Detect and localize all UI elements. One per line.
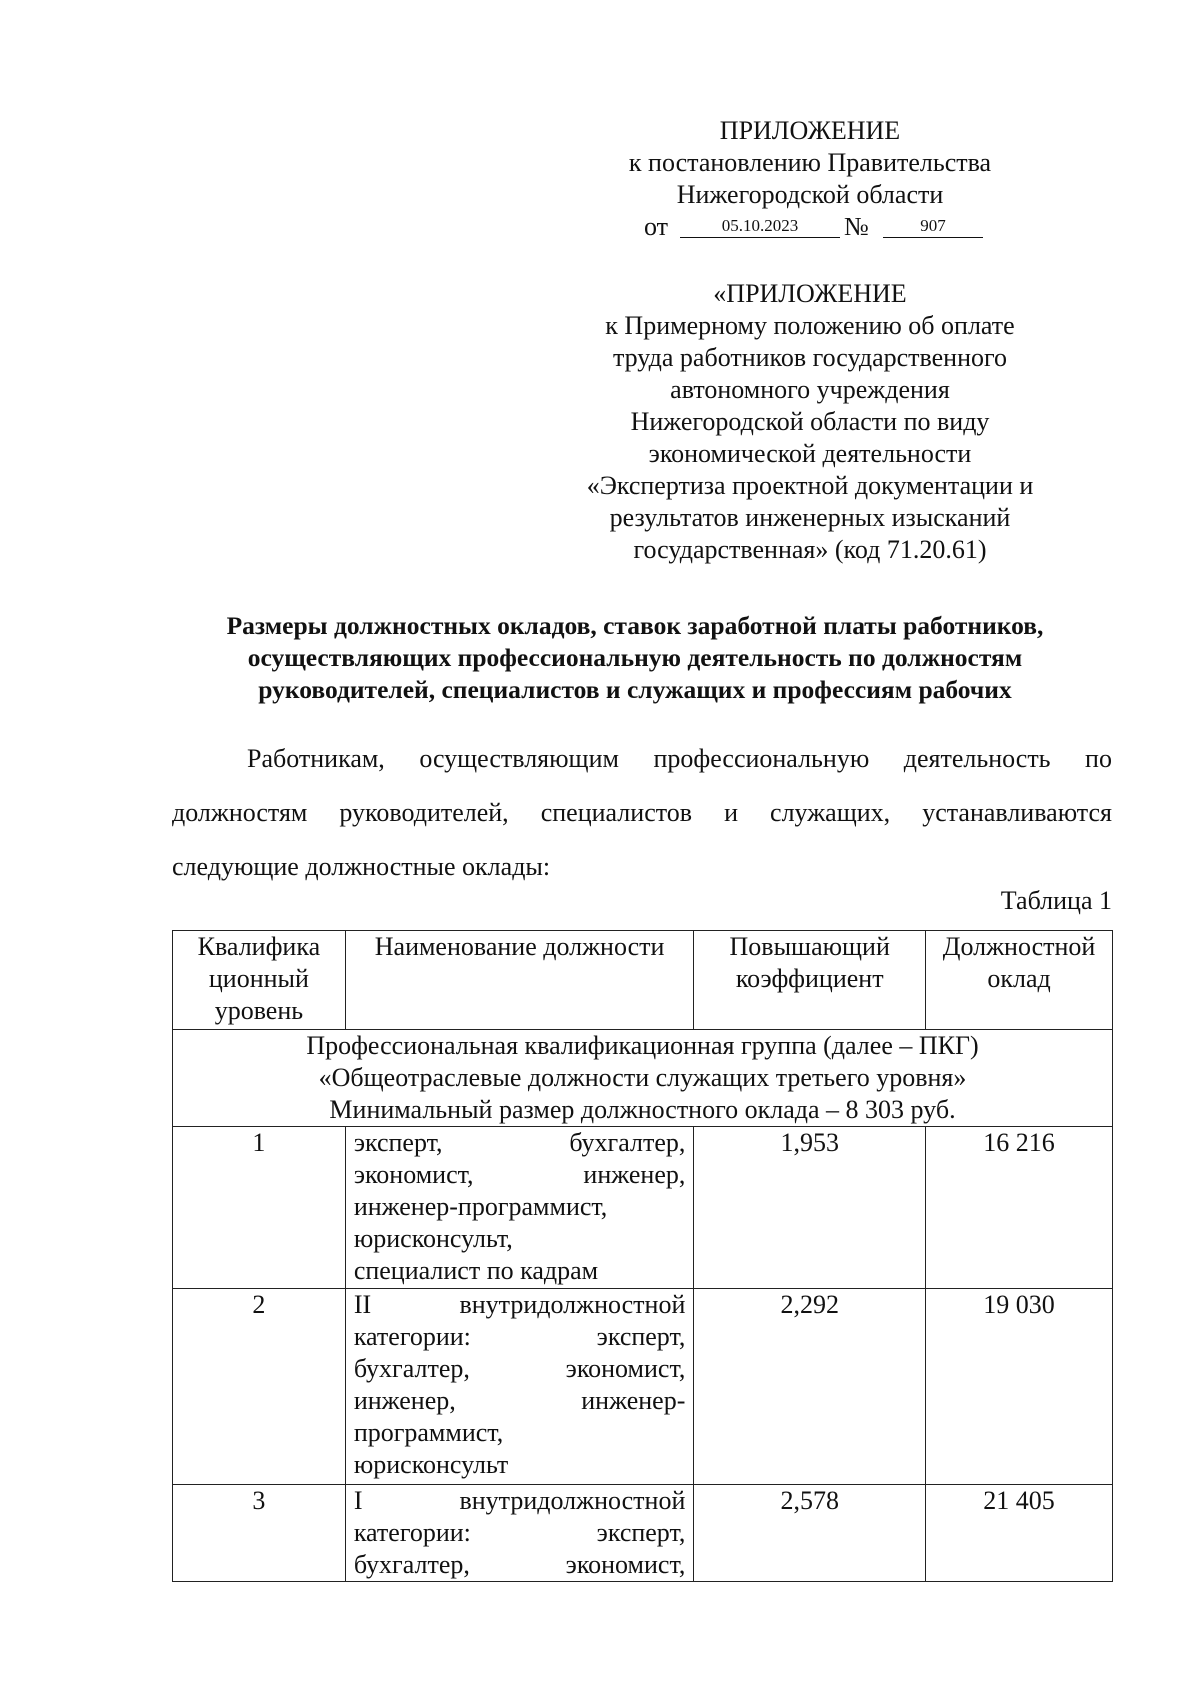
word: профессиональную <box>653 744 870 773</box>
table-label: Таблица 1 <box>1000 886 1112 915</box>
date-prefix: от <box>644 212 669 241</box>
position-cell: II внутридолжностной категории: эксперт, бухгалтер, экономист, инженер, инженер- программист, юрисконсульт <box>345 1289 694 1485</box>
level-cell: 1 <box>173 1127 346 1289</box>
group-line: Минимальный размер должностного оклада – 8 303 руб. <box>329 1095 956 1124</box>
word: и <box>724 798 738 827</box>
appendix-line: Нижегородской области по виду <box>630 407 990 436</box>
salary-table <box>172 930 1113 1582</box>
coefficient-cell: 2,578 <box>694 1485 926 1582</box>
table-header-row <box>173 931 1113 1030</box>
salary-cell: 16 216 <box>926 1127 1113 1289</box>
word: устанавливаются <box>922 798 1112 827</box>
title-line: руководителей, специалистов и служащих и профессиям рабочих <box>258 675 1012 704</box>
word: специалистов <box>540 798 693 827</box>
group-line: «Общеотраслевые должности служащих третьего уровня» <box>318 1063 967 1092</box>
word: осуществляющим <box>419 744 619 773</box>
level-cell: 2 <box>173 1289 346 1485</box>
group-row <box>173 1030 1113 1127</box>
word: деятельность <box>903 744 1051 773</box>
header-position: Наименование должности <box>345 931 694 1030</box>
appendix-line: к Примерному положению об оплате <box>605 311 1015 340</box>
position-cell: эксперт, бухгалтер, экономист, инженер, инженер-программист, юрисконсульт, специалист по кадрам <box>345 1127 694 1289</box>
date-number-line <box>560 211 1060 245</box>
appendix-title-2: «ПРИЛОЖЕНИЕ <box>713 279 907 308</box>
word: руководителей, <box>339 798 509 827</box>
position-cell: I внутридолжностной категории: эксперт, бухгалтер, экономист, <box>345 1485 694 1582</box>
resolution-line: к постановлению Правительства <box>628 148 992 177</box>
intro-line-2 <box>172 786 1112 840</box>
intro-line-3: следующие должностные оклады: <box>172 852 551 881</box>
coefficient-cell: 2,292 <box>694 1289 926 1485</box>
level-cell: 3 <box>173 1485 346 1582</box>
number-sign: № <box>844 212 869 241</box>
resolution-date: 05.10.2023 <box>680 215 840 238</box>
appendix-title: ПРИЛОЖЕНИЕ <box>719 116 901 145</box>
resolution-number: 907 <box>883 215 983 238</box>
word: Работникам, <box>247 744 385 773</box>
word: служащих, <box>770 798 891 827</box>
region-line: Нижегородской области <box>676 180 944 209</box>
word: должностям <box>172 798 308 827</box>
header-level: Квалифика ционный уровень <box>173 931 346 1030</box>
header-coefficient: Повышающий коэффициент <box>694 931 926 1030</box>
intro-paragraph <box>172 732 1112 894</box>
word: по <box>1085 744 1112 773</box>
header-salary: Должностной оклад <box>926 931 1113 1030</box>
document-title <box>160 610 1110 706</box>
title-line: Размеры должностных окладов, ставок заработной платы работников, <box>226 611 1044 640</box>
table-row <box>173 1485 1113 1582</box>
coefficient-cell: 1,953 <box>694 1127 926 1289</box>
regulation-appendix-header <box>560 278 1060 566</box>
appendix-line: труда работников государственного <box>612 343 1008 372</box>
title-line: осуществляющих профессиональную деятельность по должностям <box>247 643 1023 672</box>
resolution-appendix-header <box>560 115 1060 245</box>
appendix-line: результатов инженерных изысканий <box>609 503 1011 532</box>
appendix-line: экономической деятельности <box>648 439 972 468</box>
salary-cell: 19 030 <box>926 1289 1113 1485</box>
intro-line-1 <box>172 732 1112 786</box>
group-line: Профессиональная квалификационная группа (далее – ПКГ) <box>306 1031 979 1060</box>
appendix-line: государственная» (код 71.20.61) <box>633 535 987 564</box>
group-cell <box>173 1030 1113 1127</box>
table-row <box>173 1127 1113 1289</box>
salary-cell: 21 405 <box>926 1485 1113 1582</box>
appendix-line: «Экспертиза проектной документации и <box>586 471 1034 500</box>
table-row <box>173 1289 1113 1485</box>
appendix-line: автономного учреждения <box>670 375 950 404</box>
